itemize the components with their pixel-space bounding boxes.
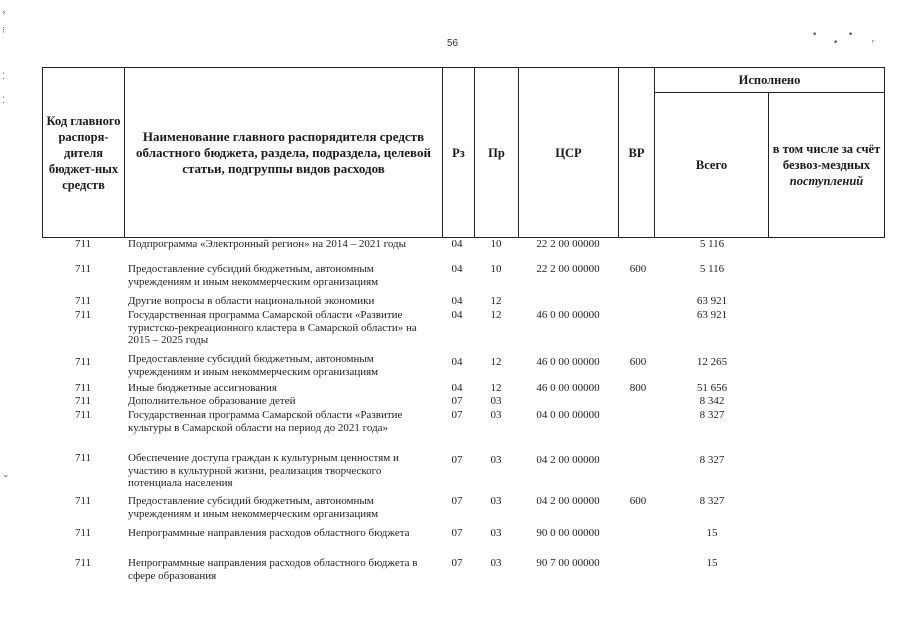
cell-rz: 07 xyxy=(451,495,463,507)
cell-name: Непрограммные направления расходов областного бюджета в сфере образования xyxy=(128,557,418,582)
header-total: Всего xyxy=(655,93,769,238)
cell-csr: 90 7 00 00000 xyxy=(536,557,600,569)
cell-rz: 07 xyxy=(451,395,463,407)
cell-code: 711 xyxy=(74,309,92,321)
header-pr: Пр xyxy=(475,68,519,238)
cell-csr: 46 0 00 00000 xyxy=(536,356,600,368)
cell-code: 711 xyxy=(74,356,92,368)
cell-pr: 03 xyxy=(490,409,502,421)
header-executed: Исполнено xyxy=(655,68,885,93)
scan-mark: ⌄ xyxy=(2,470,10,480)
cell-csr: 46 0 00 00000 xyxy=(536,382,600,394)
cell-pr: 03 xyxy=(490,395,502,407)
cell-total: 63 921 xyxy=(696,295,728,307)
cell-csr: 04 0 00 00000 xyxy=(536,409,600,421)
cell-total: 12 265 xyxy=(696,356,728,368)
cell-rz: 04 xyxy=(451,356,463,368)
cell-rz: 04 xyxy=(451,263,463,275)
cell-vr: 600 xyxy=(629,263,647,275)
scan-mark: • xyxy=(848,30,854,40)
cell-code: 711 xyxy=(74,452,92,464)
cell-code: 711 xyxy=(74,527,92,539)
scan-mark: ⁝ xyxy=(2,26,5,36)
cell-pr: 12 xyxy=(490,382,502,394)
table-row xyxy=(42,295,884,309)
table-row xyxy=(42,382,884,395)
table-row xyxy=(42,395,884,409)
cell-rz: 04 xyxy=(451,238,463,250)
header-csr: ЦСР xyxy=(519,68,619,238)
scan-mark: • xyxy=(812,30,818,40)
cell-rz: 07 xyxy=(451,557,463,569)
header-vr: ВР xyxy=(619,68,655,238)
scan-mark: ᵣ xyxy=(872,36,875,46)
cell-csr: 90 0 00 00000 xyxy=(536,527,600,539)
cell-rz: 04 xyxy=(451,309,463,321)
table-row xyxy=(42,353,884,382)
cell-total: 15 xyxy=(706,527,718,539)
cell-vr: 800 xyxy=(629,382,647,394)
cell-total: 51 656 xyxy=(696,382,728,394)
scan-mark: • xyxy=(833,38,839,48)
cell-code: 711 xyxy=(74,557,92,569)
table-row xyxy=(42,527,884,557)
cell-vr: 600 xyxy=(629,495,647,507)
cell-name: Предоставление субсидий бюджетным, автономным учреждениям и иным некоммерческим организациям xyxy=(128,495,379,520)
cell-rz: 07 xyxy=(451,527,463,539)
table-body xyxy=(42,238,884,585)
cell-code: 711 xyxy=(74,409,92,421)
cell-name: Предоставление субсидий бюджетным, автономным учреждениям и иным некоммерческим организациям xyxy=(128,353,379,378)
cell-total: 8 342 xyxy=(699,395,725,407)
table-row xyxy=(42,238,884,263)
cell-code: 711 xyxy=(74,238,92,250)
cell-total: 63 921 xyxy=(696,309,728,321)
cell-csr: 04 2 00 00000 xyxy=(536,495,600,507)
header-name: Наименование главного распорядителя средств областного бюджета, раздела, подраздела, целевой статьи, подгруппы видов расходов xyxy=(125,68,443,238)
cell-total: 8 327 xyxy=(699,454,725,466)
table-row xyxy=(42,557,884,585)
cell-pr: 03 xyxy=(490,557,502,569)
cell-total: 8 327 xyxy=(699,495,725,507)
header-rz: Рз xyxy=(443,68,475,238)
cell-pr: 10 xyxy=(490,238,502,250)
cell-csr: 46 0 00 00000 xyxy=(536,309,600,321)
table-row xyxy=(42,409,884,452)
cell-total: 15 xyxy=(706,557,718,569)
cell-name: Подпрограмма «Электронный регион» на 2014 – 2021 годы xyxy=(128,238,407,250)
cell-rz: 04 xyxy=(451,295,463,307)
cell-csr: 04 2 00 00000 xyxy=(536,454,600,466)
cell-name: Предоставление субсидий бюджетным, автономным учреждениям и иным некоммерческим организациям xyxy=(128,263,379,288)
cell-pr: 12 xyxy=(490,309,502,321)
cell-vr: 600 xyxy=(629,356,647,368)
header-free xyxy=(769,93,885,238)
scan-mark: › xyxy=(2,8,6,18)
table-row xyxy=(42,309,884,353)
cell-code: 711 xyxy=(74,295,92,307)
cell-name: Иные бюджетные ассигнования xyxy=(128,382,277,394)
cell-pr: 12 xyxy=(490,295,502,307)
cell-pr: 03 xyxy=(490,454,502,466)
cell-name: Другие вопросы в области национальной экономики xyxy=(128,295,375,307)
header-code: Код главного распоря-дителя бюджет-ных средств xyxy=(43,68,125,238)
cell-rz: 07 xyxy=(451,454,463,466)
cell-csr: 22 2 00 00000 xyxy=(536,263,600,275)
cell-pr: 10 xyxy=(490,263,502,275)
header-free-suffix: поступлений xyxy=(789,174,864,188)
cell-pr: 03 xyxy=(490,527,502,539)
cell-name: Обеспечение доступа граждан к культурным ценностям и участию в культурной жизни, реализация творческого потенциала населения xyxy=(128,452,399,489)
cell-rz: 04 xyxy=(451,382,463,394)
header-free-prefix: в том числе за счёт безвоз-мездных xyxy=(772,142,881,172)
cell-code: 711 xyxy=(74,263,92,275)
cell-pr: 12 xyxy=(490,356,502,368)
cell-name: Дополнительное образование детей xyxy=(128,395,296,407)
cell-pr: 03 xyxy=(490,495,502,507)
cell-csr: 22 2 00 00000 xyxy=(536,238,600,250)
cell-total: 8 327 xyxy=(699,409,725,421)
cell-name: Непрограммные направления расходов областного бюджета xyxy=(128,527,410,539)
cell-code: 711 xyxy=(74,382,92,394)
cell-total: 5 116 xyxy=(699,238,725,250)
table-header xyxy=(42,67,885,238)
page-number: 56 xyxy=(446,38,459,49)
cell-name: Государственная программа Самарской области «Развитие культуры в Самарской области на период до 2021 года» xyxy=(128,409,403,434)
table-row xyxy=(42,263,884,295)
cell-total: 5 116 xyxy=(699,263,725,275)
scan-mark: ⁚ xyxy=(2,96,5,106)
table-row xyxy=(42,452,884,495)
table-row xyxy=(42,495,884,527)
cell-name: Государственная программа Самарской области «Развитие туристско-рекреационного кластера в Самарской области» на 2015 – 2025 годы xyxy=(128,309,417,346)
scan-mark: ⁚ xyxy=(2,72,5,82)
cell-code: 711 xyxy=(74,495,92,507)
cell-code: 711 xyxy=(74,395,92,407)
cell-rz: 07 xyxy=(451,409,463,421)
